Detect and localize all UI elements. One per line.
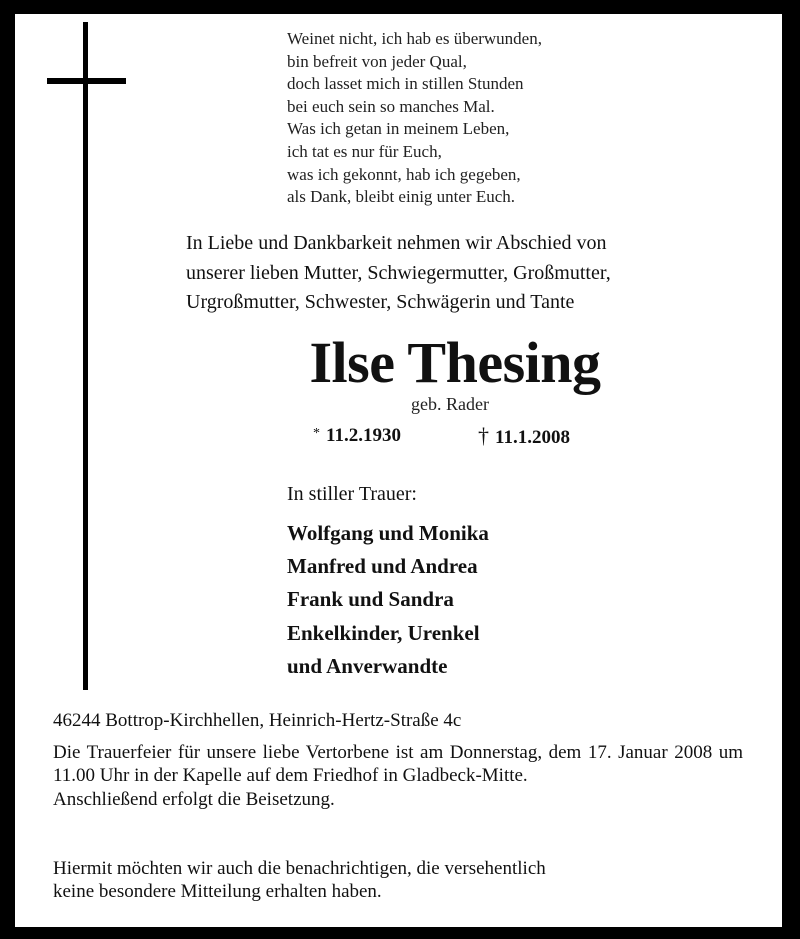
death-date: 11.1.2008 [495, 427, 570, 448]
birth-star-icon: * [313, 426, 320, 441]
poem-line: doch lasset mich in stillen Stunden [287, 74, 524, 94]
death-date-line [478, 424, 570, 450]
farewell-intro [186, 229, 611, 318]
family-member: Frank und Sandra [287, 587, 454, 612]
birth-name: geb. Rader [411, 394, 489, 414]
poem [287, 28, 542, 209]
birth-date-line [313, 424, 401, 450]
funeral-text: Die Trauerfeier für unsere liebe Vertorbene ist am Donnerstag, dem 17. Januar 2008 um 11.00 Uhr in der Kapelle auf dem Friedhof in Gladbeck-Mitte. [53, 742, 743, 787]
mourning-label: In stiller Trauer: [287, 483, 417, 505]
notice [53, 857, 743, 904]
poem-line: bin befreit von jeder Qual, [287, 51, 467, 71]
intro-line: Urgroßmutter, Schwester, Schwägerin und Tante [186, 291, 575, 313]
intro-line: unserer lieben Mutter, Schwiegermutter, Großmutter, [186, 261, 611, 284]
family-member: und Anverwandte [287, 653, 448, 678]
family-member: Enkelkinder, Urenkel [287, 620, 480, 645]
family-list [287, 517, 489, 683]
intro-line: In Liebe und Dankbarkeit nehmen wir Abschied von [186, 232, 607, 254]
family-member: Manfred und Andrea [287, 554, 478, 579]
poem-line: was ich gekonnt, hab ich gegeben, [287, 164, 521, 184]
poem-line: bei euch sein so manches Mal. [287, 96, 495, 116]
funeral-info [53, 741, 743, 811]
poem-line: als Dank, bleibt einig unter Euch. [287, 187, 516, 207]
birth-date: 11.2.1930 [326, 425, 401, 446]
poem-line: Was ich getan in meinem Leben, [287, 119, 510, 139]
notice-line: Hiermit möchten wir auch die benachrichtigen, die versehentlich [53, 858, 546, 879]
poem-line: ich tat es nur für Euch, [287, 141, 442, 161]
poem-line: Weinet nicht, ich hab es überwunden, [287, 29, 542, 48]
address: 46244 Bottrop-Kirchhellen, Heinrich-Hertz-Straße 4c [53, 710, 462, 731]
cross-horizontal-bar [47, 78, 126, 84]
notice-line: keine besondere Mitteilung erhalten haben. [53, 881, 382, 903]
family-member: Wolfgang und Monika [287, 521, 489, 545]
death-cross-icon: † [478, 423, 489, 448]
deceased-name: Ilse Thesing [309, 330, 601, 395]
burial-text: Anschließend erfolgt die Beisetzung. [53, 788, 335, 810]
